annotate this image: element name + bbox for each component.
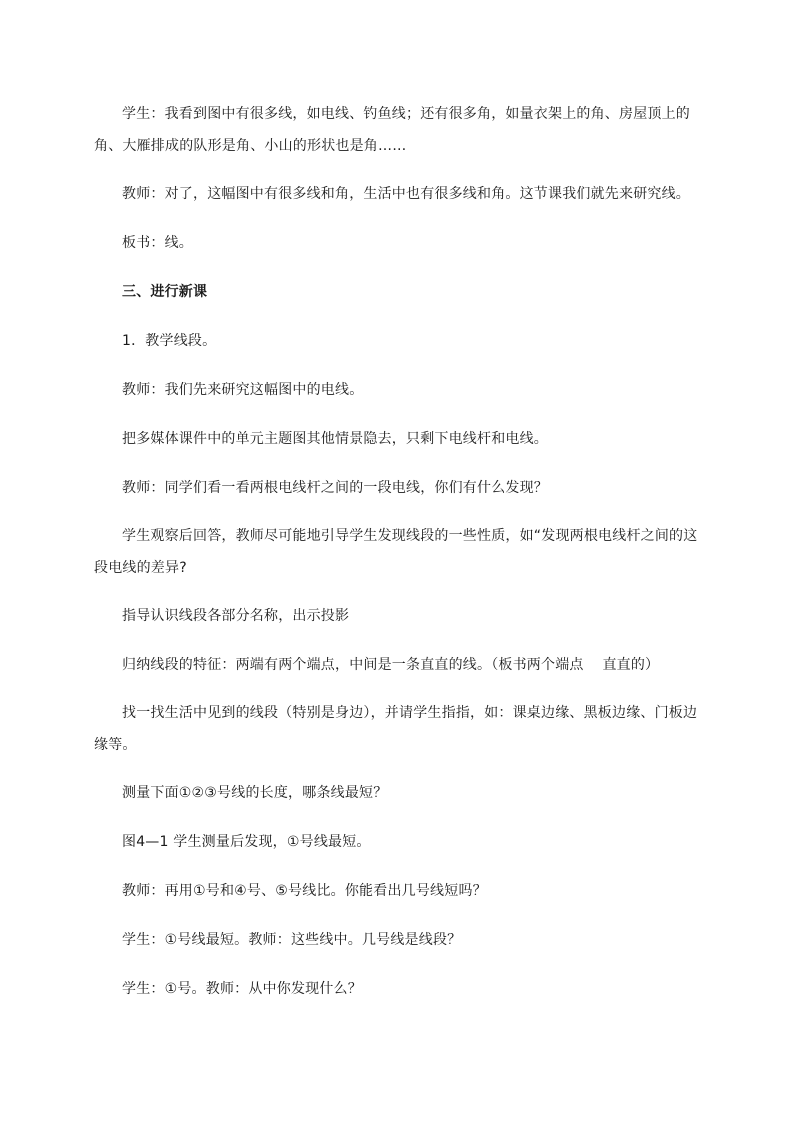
paragraph-student-shortest: 学生：①号线最短。教师：这些线中。几号线是线段？ [122, 932, 462, 948]
paragraph-segment-features: 归纳线段的特征：两端有两个端点，中间是一条直直的线。（板书两个端点 直直的） [122, 657, 660, 673]
paragraph-multimedia-courseware: 把多媒体课件中的单元主题图其他情景隐去，只剩下电线杆和电线。 [122, 431, 548, 447]
paragraph-student-observation: 学生：我看到图中有很多线，如电线、钓鱼线；还有很多角，如量衣架上的角、房屋顶上的角、大雁排成的队形是角、小山的形状也是角…… [94, 106, 690, 154]
section-heading-new-lesson: 三、进行新课 [122, 284, 208, 300]
paragraph-board-writing: 板书：线。 [122, 235, 193, 251]
paragraph-teacher-question: 教师：同学们看一看两根电线杆之间的一段电线，你们有什么发现？ [122, 480, 548, 496]
paragraph-student-number-one: 学生：①号。教师：从中你发现什么？ [122, 981, 362, 997]
paragraph-teacher-compare: 教师：再用①号和④号、⑤号线比。你能看出几号线短吗？ [122, 883, 487, 899]
paragraph-figure-4-1: 图4—1 学生测量后发现，①号线最短。 [122, 834, 371, 850]
paragraph-teach-line-segment: 1．教学线段。 [122, 333, 217, 349]
paragraph-teacher-response: 教师：对了，这幅图中有很多线和角，生活中也有很多线和角。这节课我们就先来研究线。 [122, 186, 690, 202]
paragraph-student-answer-guidance: 学生观察后回答，教师尽可能地引导学生发现线段的一些性质，如“发现两根电线杆之间的这段电线的差异? [94, 528, 698, 576]
paragraph-find-segments: 找一找生活中见到的线段（特别是身边），并请学生指指，如：课桌边缘、黑板边缘、门板边缘等。 [94, 705, 698, 753]
paragraph-teacher-study-wire: 教师：我们先来研究这幅图中的电线。 [122, 382, 364, 398]
paragraph-measure-lines: 测量下面①②③号线的长度，哪条线最短？ [122, 785, 388, 801]
paragraph-guide-parts-naming: 指导认识线段各部分名称，出示投影 [122, 608, 350, 624]
